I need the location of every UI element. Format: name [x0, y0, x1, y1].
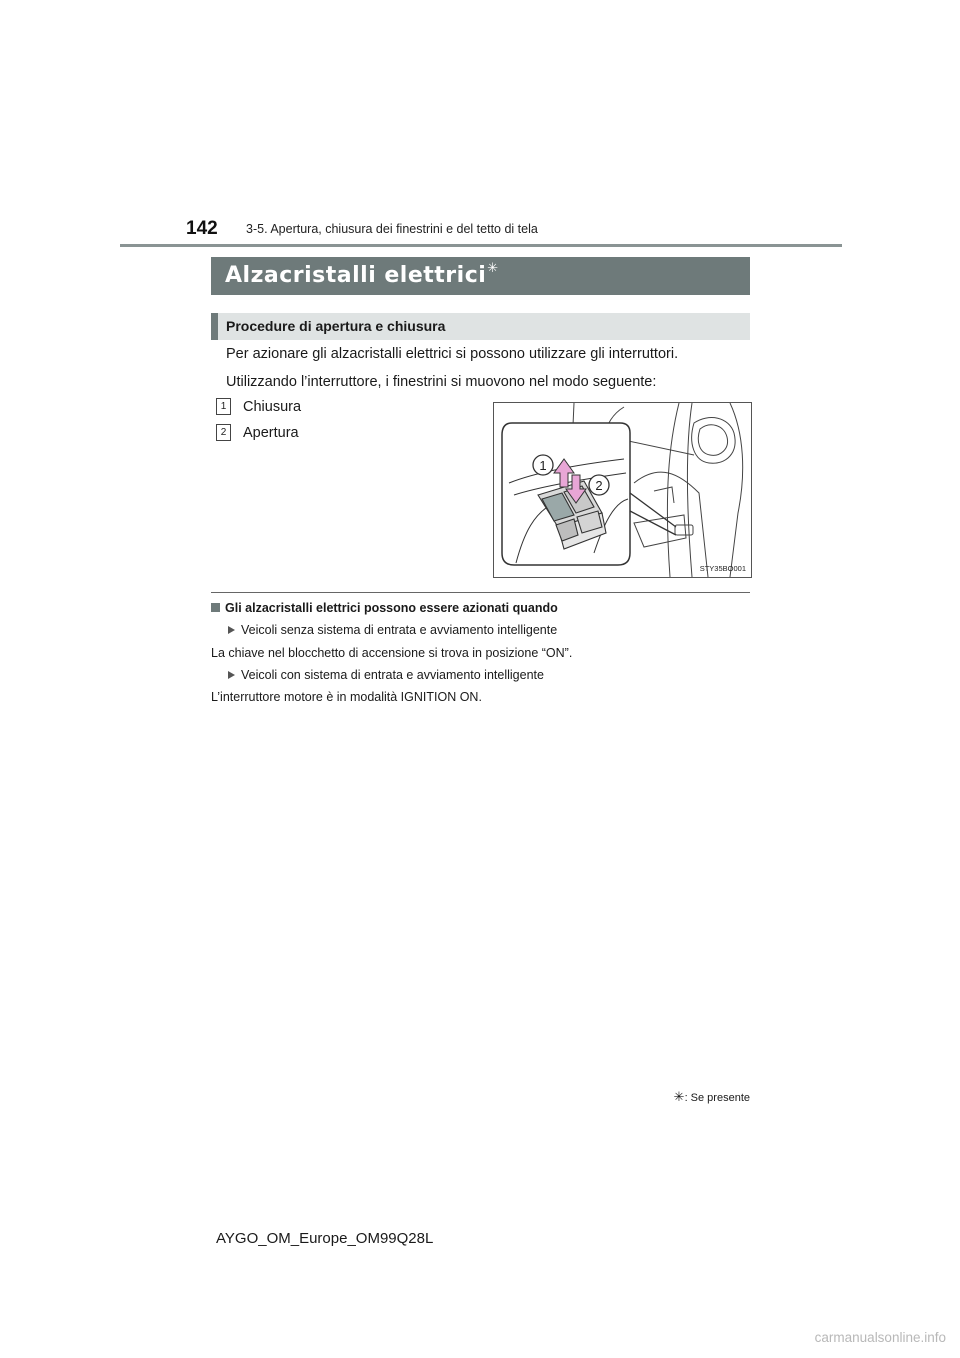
section-title-bar	[211, 257, 750, 295]
note-heading	[211, 601, 558, 615]
section-title	[225, 263, 499, 288]
section-title-text: Alzacristalli elettrici	[225, 263, 487, 288]
item-label-open: Apertura	[243, 425, 299, 441]
footnote-text: : Se presente	[684, 1092, 750, 1104]
section-divider	[211, 592, 750, 593]
square-bullet-icon	[211, 603, 220, 612]
condition-bullet-1-text: Veicoli senza sistema di entrata e avviamento intelligente	[241, 623, 558, 637]
footnote	[674, 1089, 750, 1105]
subsection-title: Procedure di apertura e chiusura	[226, 318, 446, 334]
condition-bullet-2-text: Veicoli con sistema di entrata e avviamento intelligente	[241, 668, 544, 682]
triangle-bullet-icon	[228, 671, 235, 679]
subsection-accent	[211, 313, 218, 340]
optional-mark-icon: ✳	[487, 261, 499, 276]
subsection-bar	[211, 313, 750, 340]
triangle-bullet-icon	[228, 626, 235, 634]
power-window-switch-figure	[493, 402, 752, 578]
header-rule	[120, 244, 842, 247]
condition-bullet-2	[226, 668, 544, 682]
condition-bullet-1	[226, 623, 557, 637]
svg-text:2: 2	[595, 478, 603, 493]
item-number-2-icon: 2	[216, 424, 231, 441]
condition-text-1: La chiave nel blocchetto di accensione si trova in posizione “ON”.	[211, 646, 573, 660]
callout-2-icon	[589, 475, 609, 495]
document-id: AYGO_OM_Europe_OM99Q28L	[216, 1230, 434, 1247]
callout-1-icon	[533, 455, 553, 475]
intro-paragraph-2: Utilizzando l’interruttore, i finestrini si muovono nel modo seguente:	[226, 374, 657, 390]
note-heading-text: Gli alzacristalli elettrici possono essere azionati quando	[225, 601, 558, 615]
asterisk-icon: ✳	[673, 1089, 685, 1104]
page-number: 142	[186, 218, 218, 239]
item-number-1-icon: 1	[216, 398, 231, 415]
figure-illustration	[494, 403, 751, 577]
svg-text:1: 1	[539, 458, 547, 473]
intro-paragraph-1: Per azionare gli alzacristalli elettrici si possono utilizzare gli interruttori.	[226, 346, 679, 362]
watermark: carmanualsonline.info	[814, 1330, 946, 1345]
condition-text-2: L’interruttore motore è in modalità IGNITION ON.	[211, 690, 482, 704]
item-label-close: Chiusura	[243, 399, 302, 415]
running-head: 3-5. Apertura, chiusura dei finestrini e del tetto di tela	[246, 222, 538, 236]
figure-code: STY35BO001	[699, 564, 746, 573]
